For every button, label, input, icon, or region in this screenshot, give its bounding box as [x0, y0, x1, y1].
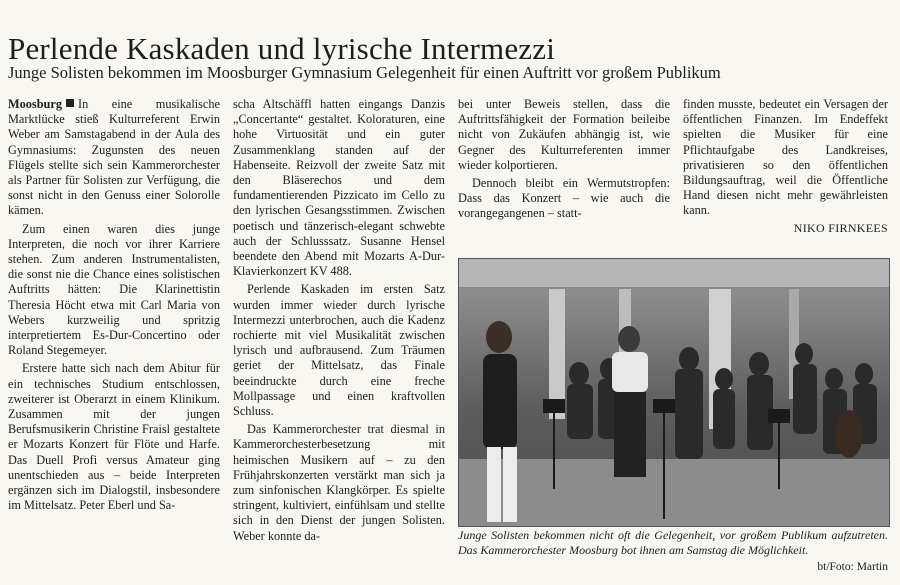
paragraph: Das Kammerorchester trat diesmal in Kammerorchesterbesetzung mit heimischen Musikern auf – zu den Frühjahrskonzerten verstärkt man sich ja zum sinfonischen Klangkörper. Es spielte stringent, kultiviert, einfühlsam und stellte sich in den Dienst der jungen Solisten. Weber konnte da-	[233, 422, 445, 543]
article-column-2	[233, 97, 445, 544]
paragraph: scha Altschäffl hatten eingangs Danzis „Concertante“ gestaltet. Koloraturen, eine hohe Virtuosität und ein guter Zusammenklang standen auf der Habenseite. Reizvoll der zweite Satz mit den Bläserechos und dem fundamentierenden Pizzicato im Cello zu den lyrischen Gesangsstimmen. Zwischen poetisch und tänzerisch-elegant schwebte auch der Schlusssatz. Susanne Hensel beendete den Abend mit Mozarts A-Dur-Klavierkonzert KV 488.	[233, 97, 445, 279]
paragraph: bei unter Beweis stellen, dass die Auftrittsfähigkeit der Formation beileibe nicht von Zukäufen abhängig ist, wie Gegner des Kulturreferenten immer wieder kolportieren.	[458, 97, 670, 172]
paragraph: finden musste, bedeutet ein Versagen der öffentlichen Finanzen. Im Endeffekt spielten die Musiker für eine Pflichtaufgabe des Landkreises, privatisieren so den öffentlichen Bildungsauftrag, weil die Öffentliche Hand diesen nicht mehr gewährleisten kann.	[683, 97, 888, 218]
paragraph: Perlende Kaskaden im ersten Satz wurden immer wieder durch lyrische Intermezzi unterbrochen, auch die Kadenz rochierte mit viel Musikalität zwischen lyrisch und aufbrausend. Zum Träumen geriet der Mittelsatz, das Finale beeindruckte durch eine freche Mollpassage und einen kraftvollen Schluss.	[233, 282, 445, 419]
article-column-3	[458, 97, 670, 222]
concert-photo	[458, 258, 890, 527]
photo-caption: Junge Solisten bekommen nicht oft die Gelegenheit, vor großem Publikum aufzutreten. Das Kammerorchester Moosburg bot ihnen am Samstag die Möglichkeit.	[458, 528, 888, 557]
paragraph: Dennoch bleibt ein Wermutstropfen: Dass das Konzert – wie auch die vorangegangenen – statt-	[458, 176, 670, 221]
headline: Perlende Kaskaden und lyrische Intermezzi	[8, 30, 556, 66]
lead-paragraph	[8, 97, 220, 219]
article-column-4	[683, 97, 888, 236]
paragraph-text: In eine musikalische Marktlücke stieß Kulturreferent Erwin Weber am Samstagabend in der Aula des Gymnasiums: Zugunsten des neuen Flügels stellte sich sein Kammerorchester als Partner für Solisten zur Verfügung, die sonst nicht in den Genuss einer Solorolle kämen.	[8, 97, 220, 218]
paragraph: Erstere hatte sich nach dem Abitur für ein technisches Studium entschlossen, zweiterer ist Oberarzt in einem Klinikum. Zusammen mit der jungen Berufsmusikerin Christine Fraisl gestaltete er Mozarts Konzert für Flöte und Harfe. Das Duell Profi versus Amateur ging unentschieden aus – beide Interpreten ergänzen sich im Dialogstil, insbesondere im Mittelsatz. Peter Eberl und Sa-	[8, 361, 220, 513]
orchestra-photo-image	[459, 259, 889, 526]
dateline: Moosburg	[8, 97, 62, 111]
paragraph: Zum einen waren dies junge Interpreten, die noch vor ihrer Karriere stehen. Zum anderen Instrumentalisten, die sonst nie die Chance eines solistischen Auftritts hätten: Die Klarinettistin Theresia Höcht etwa mit Carl Maria von Webers kurzweilig und spritzig interpretiertem Es-Dur-Concertino oder Roland Stegemeyer.	[8, 221, 220, 358]
dateline-square-icon	[66, 99, 74, 107]
photo-credit: bt/Foto: Martin	[817, 561, 888, 573]
author-byline: NIKO FIRNKEES	[793, 220, 888, 235]
article-column-1	[8, 97, 220, 513]
subheadline: Junge Solisten bekommen im Moosburger Gymnasium Gelegenheit für einen Auftritt vor großem Publikum	[8, 63, 721, 82]
